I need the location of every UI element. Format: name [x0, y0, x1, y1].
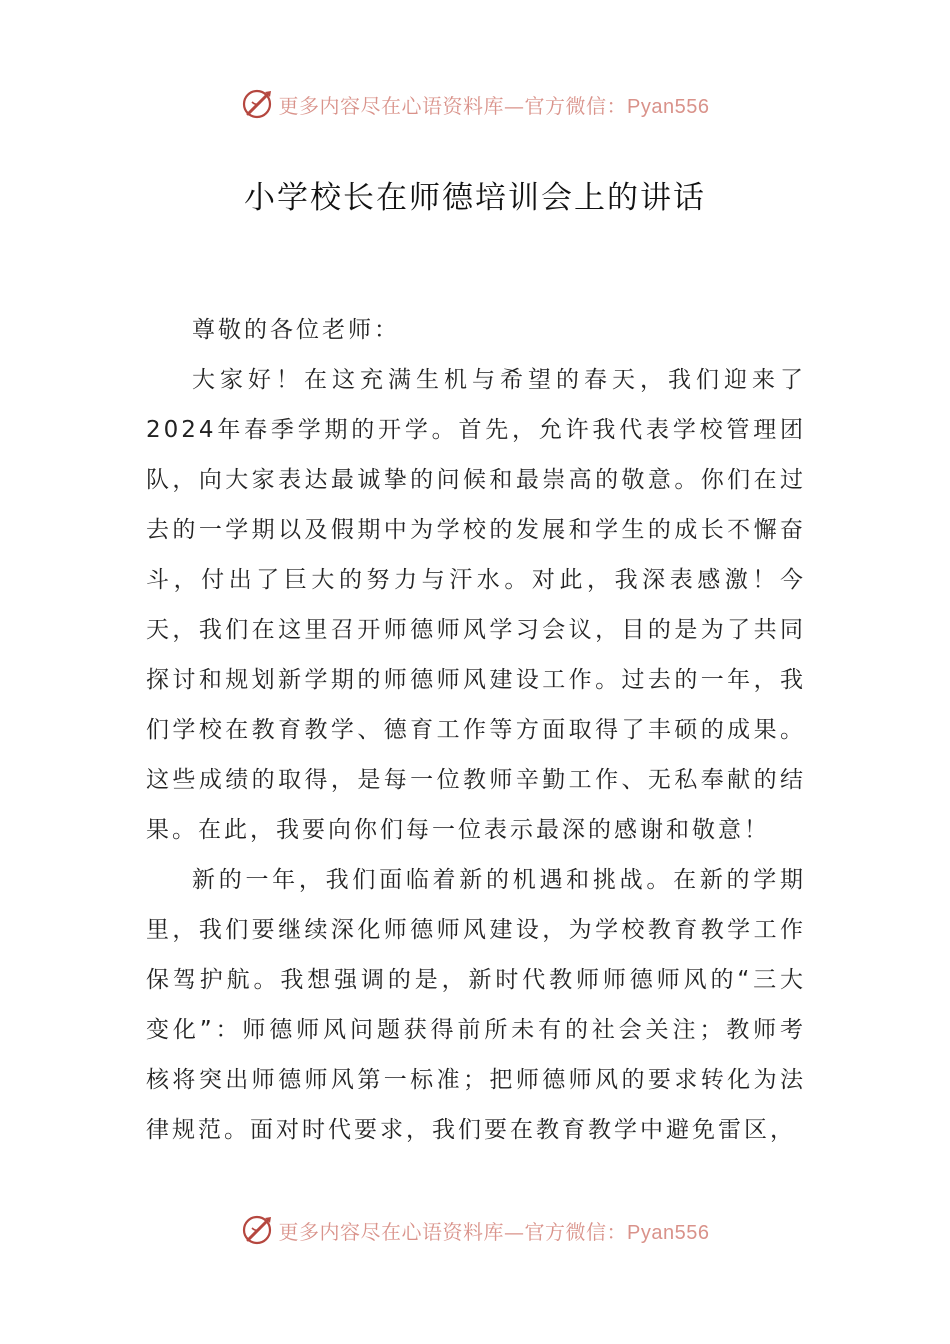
paragraph: 新的一年，我们面临着新的机遇和挑战。在新的学期里，我们要继续深化师德师风建设，为学校教育教学工作保驾护航。我想强调的是，新时代教师师德师风的“三大变化”：师德师风问题获得前所未有的社会关注；教师考核将突出师德师风第一标准；把师德师风的要求转化为法律规范。面对时代要求，我们要在教育教学中避免雷区，	[146, 867, 806, 1143]
footer-watermark	[0, 1210, 950, 1250]
watermark-text: 更多内容尽在心语资料库—官方微信：Pyan556	[278, 1219, 710, 1244]
pen-logo-icon	[241, 1213, 275, 1247]
watermark-text: 更多内容尽在心语资料库—官方微信：Pyan556	[278, 93, 710, 118]
salutation: 尊敬的各位老师：	[192, 317, 400, 343]
document-body	[146, 305, 806, 1155]
document-title: 小学校长在师德培训会上的讲话	[244, 180, 706, 216]
pen-logo-icon	[241, 87, 275, 121]
paragraph: 大家好！在这充满生机与希望的春天，我们迎来了2024年春季学期的开学。首先，允许我代表学校管理团队，向大家表达最诚挚的问候和最崇高的敬意。你们在过去的一学期以及假期中为学校的发展和学生的成长不懈奋斗，付出了巨大的努力与汗水。对此，我深表感激！今天，我们在这里召开师德师风学习会议，目的是为了共同探讨和规划新学期的师德师风建设工作。过去的一年，我们学校在教育教学、德育工作等方面取得了丰硕的成果。这些成绩的取得，是每一位教师辛勤工作、无私奉献的结果。在此，我要向你们每一位表示最深的感谢和敬意！	[146, 367, 806, 843]
header-watermark	[0, 84, 950, 124]
